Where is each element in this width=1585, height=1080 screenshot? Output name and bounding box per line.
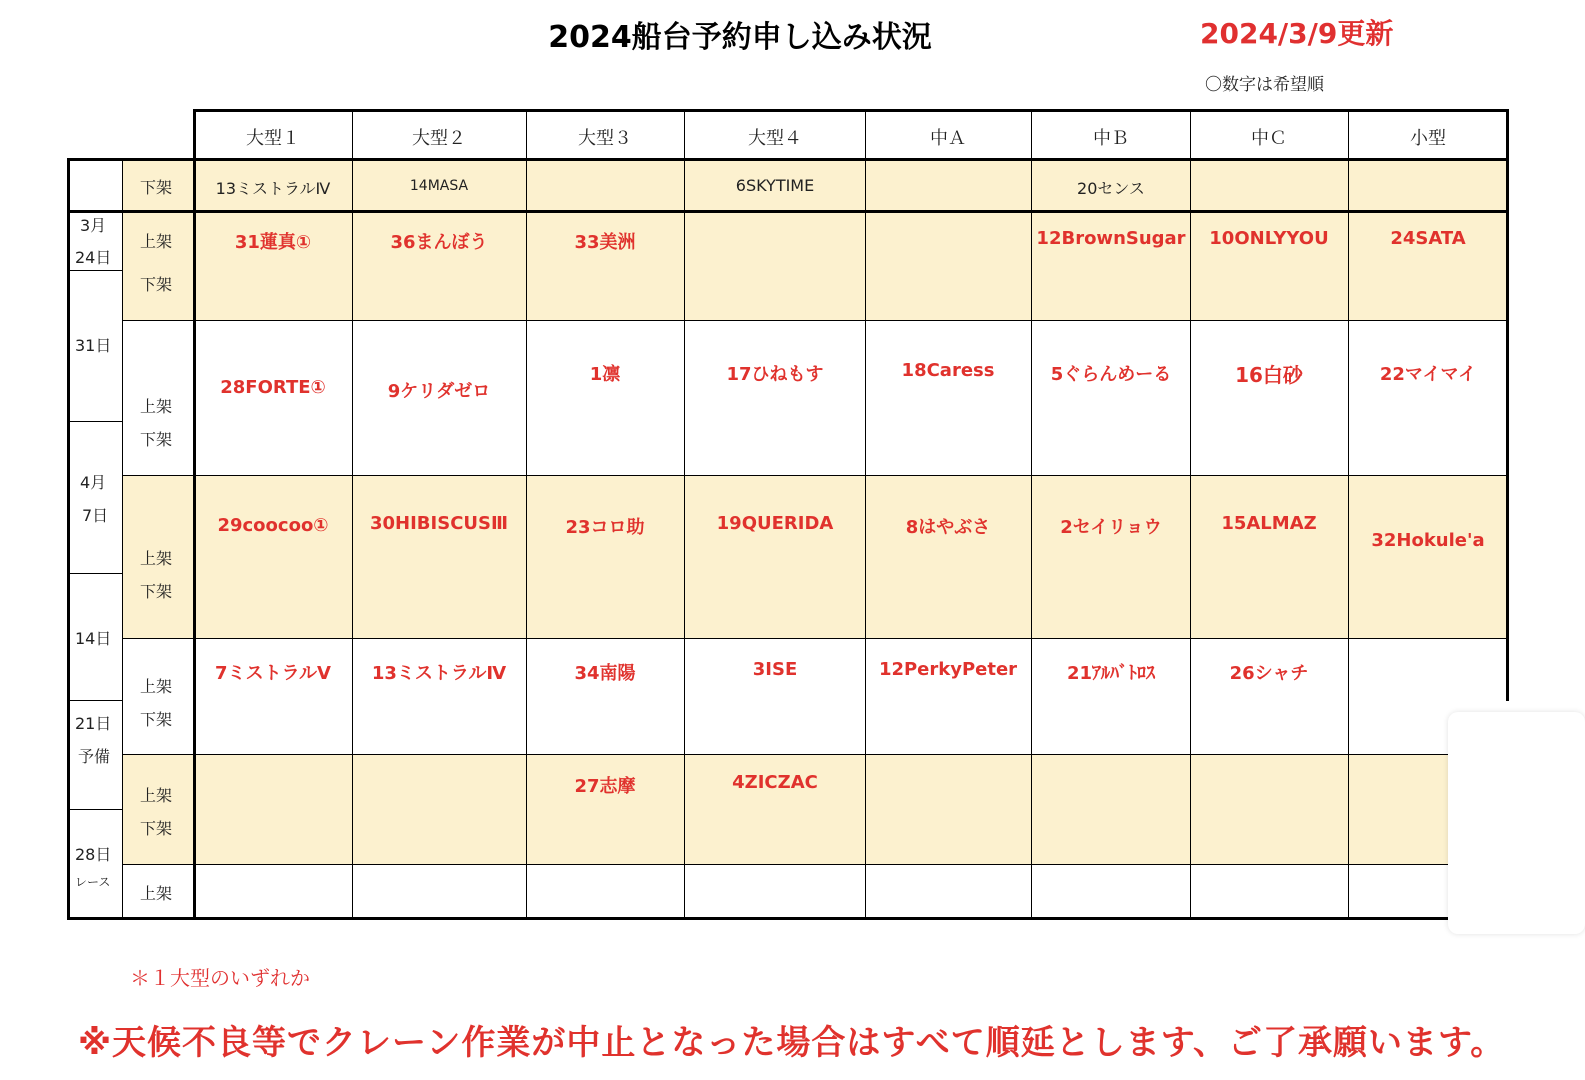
booking-cell: 31蓮真① [234, 232, 312, 253]
pre-cell: 20センス [1077, 179, 1145, 198]
booking-cell: 4ZICZAC [732, 772, 818, 793]
booking-cell: 33美洲 [574, 232, 636, 253]
booking-cell: 24SATA [1390, 228, 1466, 249]
date-14: 14日 [75, 629, 112, 648]
column-header-large-4: 大型４ [748, 128, 802, 149]
updated-date: 2024/3/9更新 [1200, 17, 1394, 50]
up-label: 上架 [140, 786, 173, 805]
down-label: 下架 [140, 710, 173, 729]
overlay-patch [1448, 712, 1585, 934]
booking-cell: 18Caress [901, 360, 995, 381]
down-label: 下架 [140, 275, 173, 294]
date-24: 24日 [75, 248, 112, 267]
column-header-large-3: 大型３ [578, 128, 632, 149]
down-label: 下架 [140, 430, 173, 449]
pre-cell: 6SKYTIME [735, 176, 815, 195]
date-7: 7日 [82, 506, 109, 525]
pre-cell: 14MASA [409, 178, 469, 194]
date-28: 28日 [75, 845, 112, 864]
page-title: 2024船台予約申し込み状況 [548, 20, 932, 55]
booking-cell: 36まんぼう [390, 232, 488, 253]
booking-cell: 34南陽 [574, 663, 636, 684]
booking-cell: 5ぐらんめーる [1050, 364, 1172, 385]
weather-warning: ※天候不良等でクレーン作業が中止となった場合はすべて順延とします、ご了承願います。 [78, 1023, 1506, 1063]
column-header-small: 小型 [1410, 128, 1446, 149]
down-label: 下架 [140, 582, 173, 601]
date-reserve: 予備 [78, 747, 111, 766]
up-label: 上架 [140, 549, 173, 568]
booking-cell: 22マイマイ [1379, 364, 1477, 385]
booking-cell: 21ｱﾙﾊﾞﾄﾛｽ [1066, 663, 1156, 684]
booking-cell: 8はやぶさ [905, 517, 991, 538]
booking-cell: 12PerkyPeter [878, 659, 1018, 680]
booking-cell: 28FORTE① [220, 377, 326, 398]
booking-cell: 2セイリョウ [1060, 517, 1162, 538]
order-note: 〇数字は希望順 [1205, 75, 1324, 95]
booking-cell: 29coocoo① [217, 515, 329, 536]
footnote: ＊１大型のいずれか [130, 966, 310, 990]
booking-cell: 12BrownSugar [1036, 228, 1186, 249]
date-31: 31日 [75, 336, 112, 355]
booking-cell: 15ALMAZ [1221, 513, 1317, 534]
column-header-large-2: 大型２ [412, 128, 466, 149]
booking-cell: 27志摩 [574, 776, 636, 797]
booking-cell: 1凛 [589, 364, 621, 385]
date-race: レース [75, 875, 111, 889]
booking-cell: 3ISE [752, 659, 798, 680]
booking-cell: 16白砂 [1235, 363, 1303, 387]
booking-cell: 26シャチ [1229, 663, 1309, 684]
booking-cell: 17ひねもす [726, 364, 824, 385]
date-month-april: 4月 [80, 473, 107, 492]
column-header-large-1: 大型１ [246, 128, 300, 149]
column-header-mid-b: 中Ｂ [1093, 128, 1129, 149]
pre-cell: 13ミストラルⅣ [215, 179, 331, 198]
booking-cell: 13ミストラルⅣ [371, 663, 507, 684]
up-label: 上架 [140, 677, 173, 696]
column-header-mid-c: 中Ｃ [1251, 128, 1287, 149]
pre-row-label: 下架 [140, 178, 173, 197]
booking-cell: 10ONLYYOU [1209, 228, 1329, 249]
booking-cell: 19QUERIDA [716, 513, 834, 534]
row-bg-3 [123, 476, 1507, 638]
booking-cell: 7ミストラルV [215, 663, 331, 684]
up-label: 上架 [140, 232, 173, 251]
date-month-march: 3月 [80, 216, 107, 235]
up-label: 上架 [140, 884, 173, 903]
booking-cell: 30HIBISCUSⅢ [370, 513, 508, 534]
booking-cell: 23コロ助 [565, 517, 645, 538]
date-21: 21日 [75, 714, 112, 733]
down-label: 下架 [140, 819, 173, 838]
booking-cell: 32Hokule'a [1371, 530, 1485, 551]
booking-cell: 9ケリダゼロ [387, 381, 491, 402]
up-label: 上架 [140, 397, 173, 416]
column-header-mid-a: 中Ａ [930, 128, 966, 149]
